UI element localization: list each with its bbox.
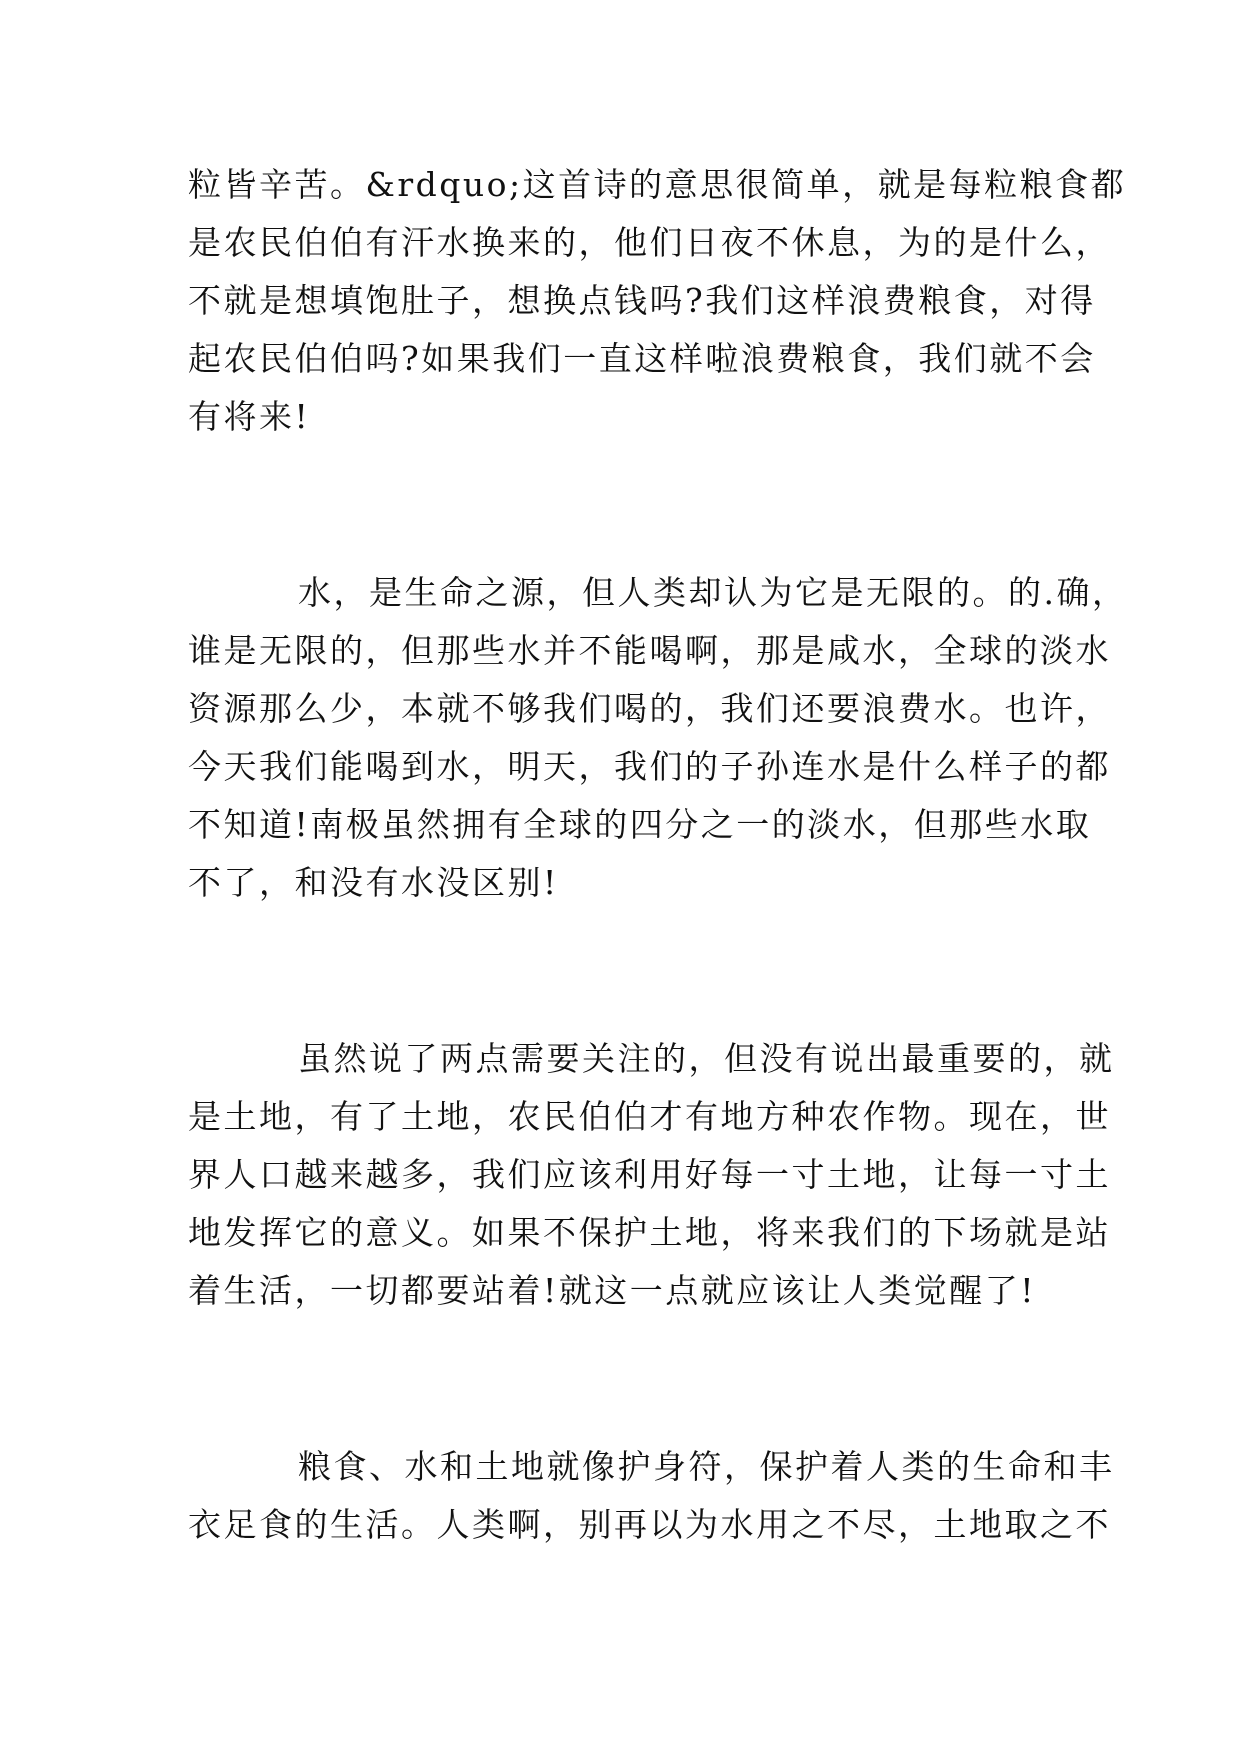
- text-line: 不了，和没有水没区别!: [188, 863, 559, 902]
- text-line: 衣足食的生活。人类啊，别再以为水用之不尽，土地取之不: [188, 1505, 1111, 1544]
- text-line: 界人口越来越多，我们应该利用好每一寸土地，让每一寸土: [188, 1155, 1111, 1194]
- text-line: 资源那么少，本就不够我们喝的，我们还要浪费水。也许，: [188, 689, 1111, 728]
- text-line: 着生活，一切都要站着!就这一点就应该让人类觉醒了!: [188, 1271, 1037, 1310]
- text-line: 不就是想填饱肚子，想换点钱吗?我们这样浪费粮食，对得: [188, 281, 1096, 320]
- text-line: 谁是无限的，但那些水并不能喝啊，那是咸水，全球的淡水: [188, 631, 1111, 670]
- text-line: 有将来!: [188, 397, 311, 436]
- text-line: 起农民伯伯吗?如果我们一直这样啦浪费粮食，我们就不会: [188, 339, 1096, 378]
- paragraph-water: [188, 564, 1128, 912]
- text-line: 粮食、水和土地就像护身符，保护着人类的生命和丰: [298, 1447, 1115, 1486]
- text-line: 地发挥它的意义。如果不保护土地，将来我们的下场就是站: [188, 1213, 1111, 1252]
- paragraph-conclusion: [188, 1438, 1115, 1554]
- text-line: 今天我们能喝到水，明天，我们的子孙连水是什么样子的都: [188, 747, 1111, 786]
- text-line: 不知道!南极虽然拥有全球的四分之一的淡水，但那些水取: [188, 805, 1092, 844]
- text-line: 水，是生命之源，但人类却认为它是无限的。的.确，: [298, 573, 1128, 612]
- paragraph-land: [188, 1030, 1115, 1320]
- text-line: 虽然说了两点需要关注的，但没有说出最重要的，就: [298, 1039, 1115, 1078]
- text-line: 粒皆辛苦。&rdquo;这首诗的意思很简单，就是每粒粮食都: [188, 165, 1127, 204]
- text-line: 是农民伯伯有汗水换来的，他们日夜不休息，为的是什么，: [188, 223, 1111, 262]
- text-line: 是土地，有了土地，农民伯伯才有地方种农作物。现在，世: [188, 1097, 1111, 1136]
- paragraph-grain: [188, 156, 1127, 446]
